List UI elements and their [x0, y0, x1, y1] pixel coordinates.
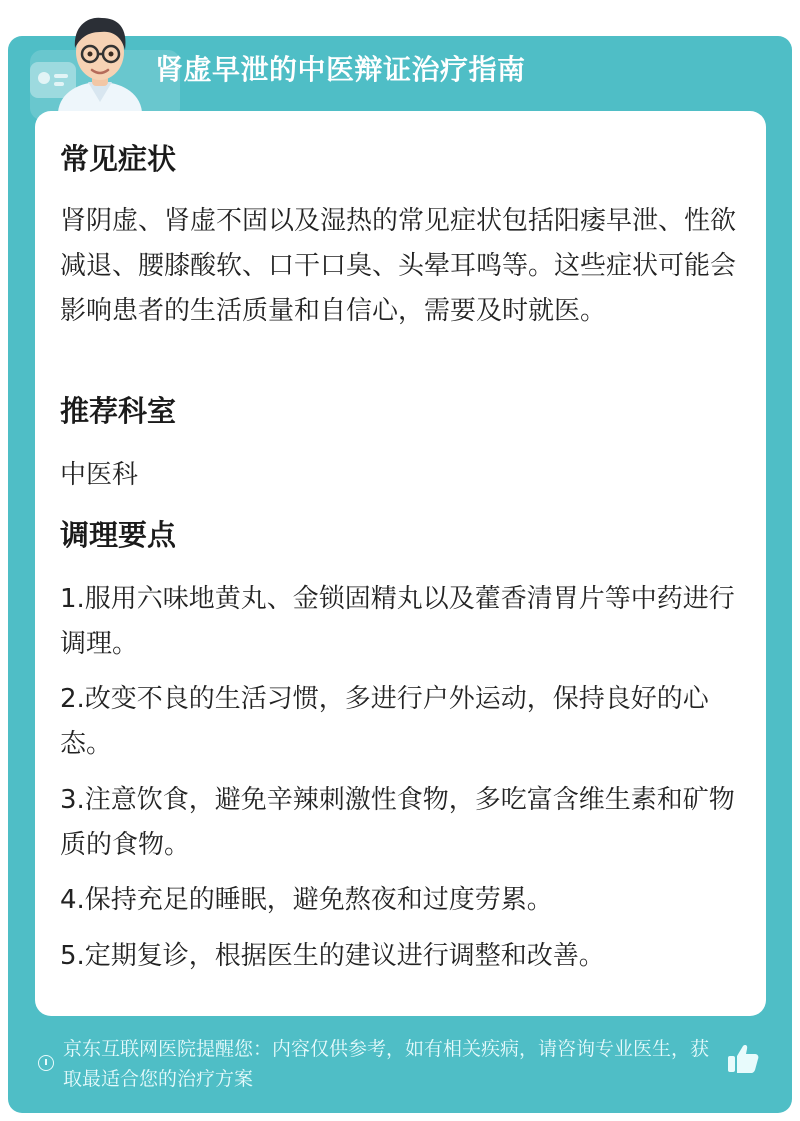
- list-item: 5.定期复诊，根据医生的建议进行调整和改善。: [60, 941, 605, 971]
- department-heading: 推荐科室: [60, 394, 177, 428]
- symptoms-heading: 常见症状: [60, 142, 177, 176]
- doctor-avatar-icon: [40, 8, 160, 112]
- list-item: 1.服用六味地黄丸、金锁固精丸以及藿香清胃片等中药进行调理。: [60, 584, 735, 659]
- list-item: 2.改变不良的生活习惯，多进行户外运动，保持良好的心态。: [60, 684, 709, 759]
- care-heading: 调理要点: [60, 518, 177, 552]
- info-icon: [38, 1055, 54, 1071]
- list-item: 3.注意饮食，避免辛辣刺激性食物，多吃富含维生素和矿物质的食物。: [60, 785, 735, 860]
- content-card: [35, 111, 766, 1016]
- disclaimer-text: 京东互联网医院提醒您：内容仅供参考，如有相关疾病，请咨询专业医生，获取最适合您的治疗方案: [63, 1038, 710, 1090]
- page-title: 肾虚早泄的中医辩证治疗指南: [155, 53, 526, 86]
- symptoms-text: 肾阴虚、肾虚不固以及湿热的常见症状包括阳痿早泄、性欲减退、腰膝酸软、口干口臭、头晕耳鸣等。这些症状可能会影响患者的生活质量和自信心，需要及时就医。: [60, 206, 737, 326]
- list-item: 4.保持充足的睡眠，避免熬夜和过度劳累。: [60, 885, 553, 915]
- thumbs-up-icon[interactable]: [726, 1042, 760, 1076]
- department-text: 中医科: [60, 460, 139, 490]
